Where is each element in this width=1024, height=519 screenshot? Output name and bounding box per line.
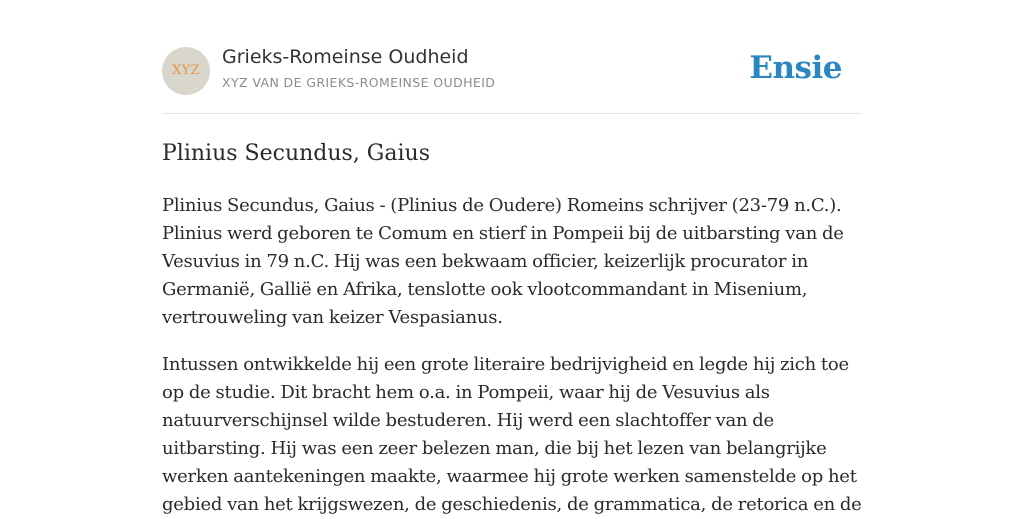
page-container: [162, 0, 862, 519]
site-title[interactable]: Grieks-Romeinse Oudheid: [222, 46, 469, 68]
brand-logo[interactable]: Ensie: [749, 50, 842, 86]
avatar[interactable]: XYZ: [162, 47, 210, 95]
site-header: [162, 0, 862, 114]
article-paragraph-2: Intussen ontwikkelde hij een grote literaire bedrijvigheid en legde hij zich toe op de studie. Dit bracht hem o.a. in Pompeii, waar hij de Vesuvius als natuurverschijnsel wilde bestuderen. Hij werd een slachtoffer van de uitbarsting. Hij was een zeer belezen man, die bij het lezen van belangrijke werken aantekeningen maakte, waarmee hij grote werken samenstelde op het gebied van het krijgswezen, de geschiedenis, de grammatica, de retorica en de: [162, 354, 862, 515]
article-title: Plinius Secundus, Gaius: [162, 141, 430, 166]
site-subtitle: XYZ VAN DE GRIEKS-ROMEINSE OUDHEID: [222, 75, 496, 90]
article-paragraph-1: Plinius Secundus, Gaius - (Plinius de Oudere) Romeins schrijver (23-79 n.C.). Plinius werd geboren te Comum en stierf in Pompeii bij de uitbarsting van de Vesuvius in 79 n.C. Hij was een bekwaam officier, keizerlijk procurator in Germanië, Gallië en Afrika, tenslotte ook vlootcommandant in Misenium, vertrouweling van keizer Vespasianus.: [162, 195, 844, 328]
